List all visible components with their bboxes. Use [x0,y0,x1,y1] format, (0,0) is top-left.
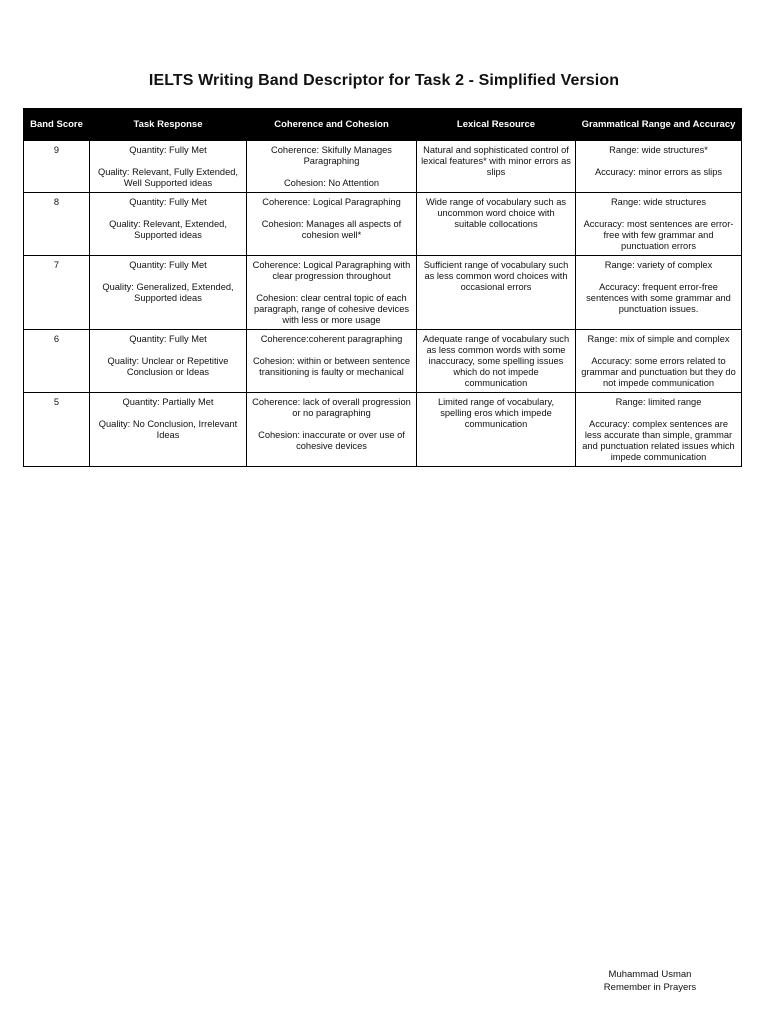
descriptor-text: Adequate range of vocabulary such as less common words with some inaccuracy, some spelling issues which do not impede communication [422,334,570,388]
task-response-cell [90,256,247,330]
descriptor-text: Accuracy: complex sentences are less accurate than simple, grammar and punctuation related issues which impede communication [582,419,735,462]
descriptor-text: Quantity: Fully Met [129,145,207,155]
descriptor-text: Range: wide structures* [609,145,708,155]
band-descriptor-table [23,108,742,467]
descriptor-text: Range: mix of simple and complex [587,334,730,344]
footer-note: Remember in Prayers [603,982,697,993]
descriptor-text: Coherence:coherent paragraphing [260,334,403,344]
descriptor-text: Cohesion: clear central topic of each paragraph, range of cohesive devices with less or more usage [253,293,410,325]
table-body [24,141,742,467]
descriptor-text: Quality: Relevant, Fully Extended, Well Supported ideas [97,167,239,188]
table-row [24,193,742,256]
descriptor-text: Coherence: Logical Paragraphing with clear progression throughout [252,260,411,281]
header-grammatical-range: Grammatical Range and Accuracy [576,109,742,141]
coherence-cohesion-cell [247,330,417,393]
lexical-resource-cell [417,256,576,330]
grammatical-range-cell [576,330,742,393]
grammatical-range-cell [576,141,742,193]
task-response-cell [90,393,247,467]
descriptor-text: Cohesion: Manages all aspects of cohesion well* [261,219,402,240]
descriptor-text: Quality: Relevant, Extended, Supported ideas [109,219,227,240]
descriptor-text: Coherence: lack of overall progression or no paragraphing [252,397,411,418]
document-title: IELTS Writing Band Descriptor for Task 2 - Simplified Version [148,72,620,89]
descriptor-text: Range: limited range [615,397,702,407]
footer-author: Muhammad Usman [608,969,692,980]
band-score-cell: 7 [24,256,90,330]
footer-credit [590,968,710,994]
header-task-response: Task Response [90,109,247,141]
lexical-resource-cell [417,330,576,393]
descriptor-text: Quantity: Fully Met [129,197,207,207]
descriptor-text: Accuracy: some errors related to grammar and punctuation but they do not impede communication [581,356,736,388]
descriptor-text: Quantity: Fully Met [129,260,207,270]
lexical-resource-cell [417,193,576,256]
grammatical-range-cell [576,256,742,330]
descriptor-text: Quantity: Partially Met [122,397,214,407]
table-header-row [24,109,742,141]
header-band-score: Band Score [24,109,90,141]
descriptor-text: Quality: Unclear or Repetitive Conclusion or Ideas [107,356,229,377]
coherence-cohesion-cell [247,141,417,193]
grammatical-range-cell [576,393,742,467]
descriptor-text: Coherence: Skifully Manages Paragraphing [271,145,392,166]
table-row [24,330,742,393]
descriptor-text: Accuracy: most sentences are error-free with few grammar and punctuation errors [583,219,734,251]
coherence-cohesion-cell [247,393,417,467]
descriptor-text: Range: variety of complex [604,260,713,270]
task-response-cell [90,330,247,393]
band-score-cell: 6 [24,330,90,393]
descriptor-text: Coherence: Logical Paragraphing [262,197,401,207]
header-coherence-cohesion: Coherence and Cohesion [247,109,417,141]
lexical-resource-cell [417,141,576,193]
descriptor-text: Cohesion: No Attention [283,178,380,188]
descriptor-text: Cohesion: within or between sentence transitioning is faulty or mechanical [252,356,411,377]
task-response-cell [90,193,247,256]
descriptor-text: Accuracy: frequent error-free sentences with some grammar and punctuation issues. [586,282,731,314]
descriptor-text: Sufficient range of vocabulary such as less common word choices with occasional errors [423,260,569,292]
table-row [24,256,742,330]
coherence-cohesion-cell [247,193,417,256]
table-row [24,141,742,193]
band-score-cell: 5 [24,393,90,467]
table-row [24,393,742,467]
grammatical-range-cell [576,193,742,256]
descriptor-text: Limited range of vocabulary, spelling eros which impede communication [437,397,555,429]
header-lexical-resource: Lexical Resource [417,109,576,141]
lexical-resource-cell [417,393,576,467]
task-response-cell [90,141,247,193]
band-score-cell: 9 [24,141,90,193]
descriptor-text: Natural and sophisticated control of lexical features* with minor errors as slips [421,145,571,177]
descriptor-text: Wide range of vocabulary such as uncommon word choice with suitable collocations [425,197,567,229]
descriptor-text: Accuracy: minor errors as slips [594,167,723,177]
descriptor-text: Quality: No Conclusion, Irrelevant Ideas [98,419,238,440]
band-score-cell: 8 [24,193,90,256]
descriptor-text: Quality: Generalized, Extended, Supported ideas [102,282,234,303]
descriptor-text: Quantity: Fully Met [129,334,207,344]
descriptor-text: Cohesion: inaccurate or over use of cohesive devices [258,430,405,451]
coherence-cohesion-cell [247,256,417,330]
descriptor-text: Range: wide structures [610,197,707,207]
